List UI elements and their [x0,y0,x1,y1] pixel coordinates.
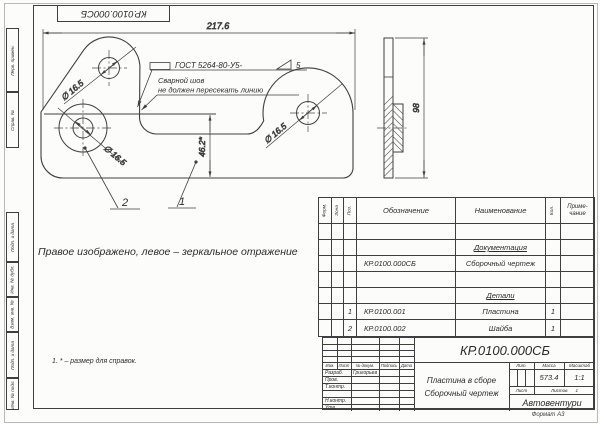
spec-cell [332,288,344,303]
spec-cell [332,320,344,336]
spec-cell: Шайба [456,320,546,336]
side-view [384,38,403,178]
spec-cell: 1 [344,304,357,319]
spec-cell [357,224,456,239]
stamp-designation: КР.0100.000СБ [460,342,550,358]
spec-row [319,304,594,320]
margin-label: Справ. № [10,109,16,131]
dimension-dia-right [262,84,342,148]
weld-leg-text: 5 [296,61,301,70]
spec-table-body [319,224,594,336]
spec-cell [357,288,456,303]
dimension-dia-bottom-left [58,108,129,168]
reference-note: 1. * – размер для справок. [52,358,137,365]
spec-cell [546,224,561,239]
spec-header-row [319,198,594,224]
dimension-height [197,115,210,177]
spec-row [319,288,594,304]
stamp-col-data: Дата [400,363,413,368]
stamp-col-izm: Изм. [325,363,335,368]
spec-cell [357,240,456,255]
weld-note-line1: Сварной шов [158,76,205,85]
spec-cell [546,272,561,287]
dim-length-text: 217.6 [206,21,230,31]
spec-row [319,272,594,288]
spec-cell [319,224,332,239]
sheets-label: Листов [551,387,568,393]
margin-label: Инв. № подл. [10,379,16,409]
stamp-col-podpis: Подпись [380,363,398,368]
spec-cell [319,256,332,271]
spec-cell: КР.0100.001 [357,304,456,319]
format-note: Формат А3 [531,412,565,418]
margin-label: Взам. инв. № [10,300,16,329]
stamp-title [414,362,509,411]
spec-cell [319,304,332,319]
spec-cell [561,320,594,336]
spec-cell: 1 [546,320,561,336]
spec-cell [561,256,594,271]
spec-cell: КР.0100.000СБ [357,256,456,271]
weld-flag-icon [150,63,170,70]
dimension-side-height [395,38,428,178]
margin-label: Подп. и дата [10,340,16,370]
holes-and-washer [59,58,320,153]
margin-label: Инв. № дубл. [10,265,16,294]
spec-cell [332,256,344,271]
spec-cell [456,272,546,287]
spec-cell: Детали [456,288,546,303]
dim-side-height-text: 98 [411,103,421,113]
margin-label: Подп. и дата [10,222,16,252]
spec-cell: Документация [456,240,546,255]
spec-cell [561,240,594,255]
spec-cell [456,224,546,239]
margin-label: Перв. примен. [10,44,16,76]
stamp-col-dokum: № докум. [355,363,375,368]
stamp-col-list: Лист [338,363,350,368]
spec-col-format: Форм. [319,198,332,223]
sig-name: Григорьев [353,370,378,376]
weld-spec-text: ГОСТ 5264-80-У5- [175,61,243,70]
pos-1-label: 1 [178,196,186,208]
pos-2-label: 2 [121,197,129,209]
spec-cell: 1 [546,304,561,319]
spec-cell [319,272,332,287]
title-block [322,337,595,410]
spec-col-designation: Обозначение [357,198,456,223]
dia-bottom-left-text: ∅ 16.5 [101,142,129,168]
sig-label: Н.контр. [325,398,347,404]
spec-col-note: Приме- чание [567,204,588,217]
dim-height-text: 46.2* [197,137,207,157]
mirror-note: Правое изображено, левое – зеркальное отражение [38,246,298,258]
sig-label: Пров. [325,377,339,383]
spec-col-zone: Зона [332,198,344,223]
spec-col-name: Наименование [456,198,546,223]
spec-cell [561,272,594,287]
spec-cell [344,272,357,287]
stamp-title-line1: Пластина в сборе [426,375,497,385]
spec-cell [319,288,332,303]
spec-cell: 2 [344,320,357,336]
sheet-label: Лист [515,387,528,393]
spec-cell [332,240,344,255]
spec-cell [344,240,357,255]
spec-row [319,240,594,256]
spec-cell [561,304,594,319]
spec-cell [546,256,561,271]
spec-cell: КР.0100.002 [357,320,456,336]
spec-cell [319,240,332,255]
scale-value: 1:1 [574,373,585,382]
dia-right-text: ∅ 16.5 [261,120,289,146]
spec-cell [561,288,594,303]
dia-top-left-text: ∅ 16.5 [58,77,86,103]
scale-label: Масштаб [568,363,591,368]
spec-cell [332,272,344,287]
spec-cell [546,240,561,255]
spec-cell [344,224,357,239]
weld-fillet-icon [277,60,291,69]
spec-cell: Сборочный чертеж [456,256,546,271]
spec-cell [357,272,456,287]
spec-cell [319,320,332,336]
spec-cell [332,304,344,319]
specification-table [318,197,595,337]
dimension-dia-top-left [59,47,136,104]
spec-cell [344,256,357,271]
sig-label: Т.контр. [325,384,346,390]
sheets-cell [534,386,595,394]
company-name: Автовентури [522,397,582,408]
sig-label: Утв. [325,405,337,411]
spec-row [319,320,594,336]
spec-row [319,256,594,272]
spec-col-pos: Поз. [344,198,357,223]
spec-cell [344,288,357,303]
corner-designation: КР.0100.000СБ [80,8,147,19]
sig-label: Разраб. [325,370,344,376]
spec-row [319,224,594,240]
spec-col-qty: Кол. [546,198,561,223]
spec-cell [332,224,344,239]
spec-cell [561,224,594,239]
weld-note-line2: не должен пересекать линию [158,85,264,95]
mass-value: 573.4 [539,373,559,382]
lit-label: Лит. [516,363,527,368]
stamp-title-line2: Сборочный чертеж [424,388,499,398]
spec-cell: Пластина [456,304,546,319]
sheets-value: 1 [575,387,578,393]
spec-cell [546,288,561,303]
mass-label: Масса [542,363,556,368]
